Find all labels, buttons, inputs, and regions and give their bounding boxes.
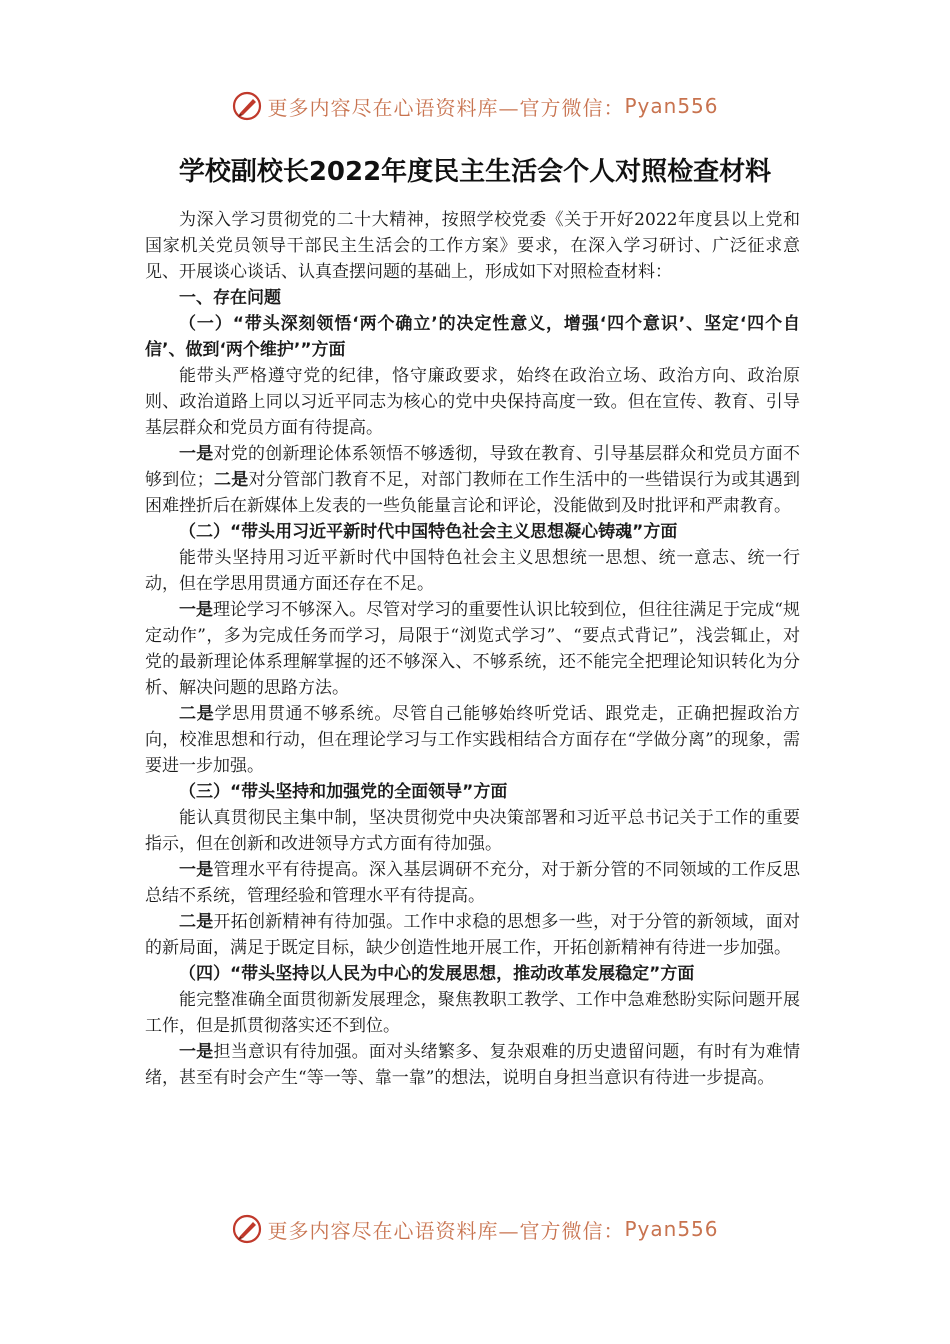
paragraph: 能完整准确全面贯彻新发展理念，聚焦教职工教学、工作中急难愁盼实际问题开展工作，但是抓贯彻落实还不到位。 (145, 990, 800, 1036)
pen-seal-icon (231, 90, 263, 122)
footer-banner (0, 1209, 950, 1249)
point-text: 开拓创新精神有待加强。工作中求稳的思想多一些，对于分管的新领域，面对的新局面，满足于既定目标，缺少创造性地开展工作，开拓创新精神有待进一步加强。 (145, 912, 800, 958)
point-lead: 一是 (179, 600, 214, 620)
point-text: 对党的创新理论体系领悟不够透彻，导致在教育、引导基层群众和党员方面不够到位； (145, 444, 800, 490)
document-title: 学校副校长2022年度民主生活会个人对照检查材料 (178, 157, 772, 187)
paragraph: 能带头坚持用习近平新时代中国特色社会主义思想统一思想、统一意志、统一行动，但在学思用贯通方面还存在不足。 (145, 548, 800, 594)
banner-wechat-id: Pyan556 (624, 94, 719, 118)
point-text: 学思用贯通不够系统。尽管自己能够始终听党话、跟党走，正确把握政治方向，校准思想和行动，但在理论学习与工作实践相结合方面存在“学做分离”的现象，需要进一步加强。 (145, 704, 801, 776)
point-lead: 一是 (179, 860, 214, 880)
paragraph (145, 909, 800, 961)
point-text: 管理水平有待提高。深入基层调研不充分，对于新分管的不同领域的工作反思总结不系统，管理经验和管理水平有待提高。 (145, 860, 800, 906)
intro-paragraph: 为深入学习贯彻党的二十大精神，按照学校党委《关于开好2022年度县以上党和国家机关党员领导干部民主生活会的工作方案》要求，在深入学习研讨、广泛征求意见、开展谈心谈话、认真查摆问题的基础上，形成如下对照检查材料： (145, 210, 800, 282)
point-lead: 一是 (179, 1042, 214, 1062)
subsection-heading-1: （一）“带头深刻领悟‘两个确立’的决定性意义，增强‘四个意识’、坚定‘四个自信’、做到‘两个维护’”方面 (145, 314, 800, 360)
document-body (145, 207, 800, 1091)
paragraph (145, 857, 800, 909)
banner-wechat-id: Pyan556 (624, 1217, 719, 1241)
paragraph (145, 441, 800, 519)
banner-text: 更多内容尽在心语资料库—官方微信： (267, 1218, 625, 1243)
point-text: 理论学习不够深入。尽管对学习的重要性认识比较到位，但往往满足于完成“规定动作”，多为完成任务而学习，局限于“浏览式学习”、“要点式背记”，浅尝辄止，对党的最新理论体系理解掌握的还不够深入、不够系统，还不能完全把理论知识转化为分析、解决问题的思路方法。 (145, 600, 801, 698)
paragraph (145, 1039, 800, 1091)
point-lead: 二是 (179, 704, 215, 724)
point-text: 对分管部门教育不足，对部门教师在工作生活中的一些错误行为或其遇到困难挫折后在新媒体上发表的一些负能量言论和评论，没能做到及时批评和严肃教育。 (145, 470, 801, 516)
paragraph (145, 701, 800, 779)
pen-seal-icon (231, 1213, 263, 1245)
paragraph (145, 597, 800, 701)
header-banner (0, 86, 950, 126)
paragraph: 能带头严格遵守党的纪律，恪守廉政要求，始终在政治立场、政治方向、政治原则、政治道路上同以习近平同志为核心的党中央保持高度一致。但在宣传、教育、引导基层群众和党员方面有待提高。 (145, 366, 800, 438)
section-heading-problems: 一、存在问题 (179, 288, 281, 308)
point-lead: 一是 (179, 444, 214, 464)
point-text: 担当意识有待加强。面对头绪繁多、复杂艰难的历史遗留问题，有时有为难情绪，甚至有时会产生“等一等、靠一靠”的想法，说明自身担当意识有待进一步提高。 (145, 1042, 800, 1088)
point-lead: 二是 (213, 470, 249, 490)
subsection-heading-2: （二）“带头用习近平新时代中国特色社会主义思想凝心铸魂”方面 (179, 522, 678, 542)
subsection-heading-4: （四）“带头坚持以人民为中心的发展思想，推动改革发展稳定”方面 (179, 964, 695, 984)
point-lead: 二是 (179, 912, 214, 932)
subsection-heading-3: （三）“带头坚持和加强党的全面领导”方面 (179, 782, 508, 802)
banner-text: 更多内容尽在心语资料库—官方微信： (267, 95, 625, 120)
paragraph: 能认真贯彻民主集中制，坚决贯彻党中央决策部署和习近平总书记关于工作的重要指示，但在创新和改进领导方式方面有待加强。 (145, 808, 800, 854)
